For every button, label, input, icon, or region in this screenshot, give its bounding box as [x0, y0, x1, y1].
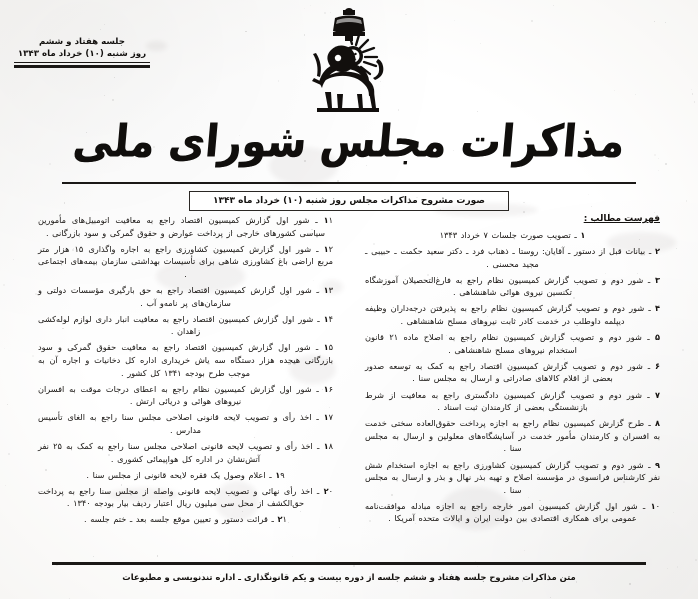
scan-speckle	[353, 565, 354, 566]
scan-speckle	[682, 349, 684, 351]
scan-speckle	[629, 583, 630, 584]
list-item[interactable]: ۱۷ ـ اخذ رأی و تصویب لایحه قانونی اصلاحی مجلس سنا راجع به الغای تأسیس مدارس .	[38, 412, 333, 435]
list-item[interactable]: ۱۴ ـ شور اول گزارش کمیسیون اقتصاد راجع به معافیت انبار داری لوازم لوله‌کشی زاهدان .	[38, 313, 333, 337]
list-item[interactable]: ۱۸ ـ اخذ رأی و تصویب لایحه قانونی اصلاحی مجلس سنا راجع به کمک به ۲۵ نفر آتش‌نشان در اداره کل هواپیمائی کشوری .	[38, 441, 333, 464]
list-item[interactable]: ۴ ـ شور دوم و تصویب گزارش کمیسیون نظام راجع به پذیرفتن درجه‌داران وظیفه دیپلمه داوطلب در خدمت کادر ثابت نیروهای مسلح شاهنشاهی .	[365, 303, 660, 327]
scan-speckle	[292, 556, 293, 557]
list-item[interactable]: ۲۱ ـ قرائت دستور و تعیین موقع جلسه بعد ـ ختم جلسه .	[84, 514, 287, 525]
list-item[interactable]: ۱۹ ـ اعلام وصول یک فقره لایحه قانونی از مجلس سنا .	[86, 469, 285, 480]
subtitle-box	[189, 191, 509, 211]
scan-speckle	[523, 211, 525, 213]
list-item[interactable]: ۱۶ ـ شور اول گزارش کمیسیون نظام راجع به اعطای درجات موقت به افسران نیروهای هوائی و دریائی ارتش .	[38, 383, 333, 407]
scan-speckle	[3, 284, 5, 286]
list-item[interactable]: ۱۲ ـ شور اول گزارش کمیسیون کشاورزی راجع به اجاره واگذاری ۱۵ هزار متر مربع اراضی باغ کشاورزی شاهی برای تأسیسات بهداشتی سازمان بیمه‌های اجتماعی .	[38, 243, 333, 279]
list-item[interactable]: ۵ ـ شور دوم و تصویب گزارش کمیسیون نظام راجع به اصلاح ماده ۲۱ قانون استخدام نیروهای مسلح شاهنشاهی .	[365, 332, 660, 355]
scan-speckle	[13, 259, 14, 260]
list-item[interactable]: ۱ ـ تصویب صورت جلسات ۷ خرداد ۱۳۴۳	[439, 230, 586, 240]
scan-speckle	[5, 485, 6, 486]
footer-divider	[52, 562, 646, 565]
title-divider	[62, 182, 636, 184]
session-info-block	[14, 36, 150, 68]
contents-column-left	[18, 214, 349, 554]
subtitle-text: صورت مشروح مذاکرات مجلس روز شنبه (۱۰) خرداد ماه ۱۳۴۳	[213, 196, 485, 206]
list-item[interactable]: ۱۱ ـ شور اول گزارش کمیسیون اقتصاد راجع به معافیت اتومبیل‌های مأمورین سیاسی کشورهای خارجی از پرداخت عوارض و حقوق گمرکی و سود بازرگانی .	[38, 215, 333, 238]
list-item[interactable]: ۱۵ ـ شور اول گزارش کمیسیون اقتصاد راجع به معافیت حقوق گمرکی و سود بازرگانی هیجده هزار دستگاه سه یاش خریداری اداره کل دخانیات و اجاره آن به موجب طرح بودجه ۱۳۴۱ کل کشور .	[38, 342, 333, 378]
lion-and-sun-emblem	[289, 8, 409, 120]
scan-speckle	[157, 555, 159, 557]
scan-speckle	[93, 556, 94, 557]
scan-speckle	[686, 200, 688, 202]
scan-speckle	[4, 348, 5, 349]
scan-speckle	[64, 202, 66, 204]
scan-speckle	[695, 559, 697, 561]
list-item[interactable]: ۷ ـ شور دوم و تصویب گزارش کمیسیون دادگستری راجع به معافیت از شرط بازنشستگی بعضی از کارمندان ثبت اسناد .	[365, 389, 660, 413]
list-item[interactable]: ۲۰ ـ اخذ رأی نهائی و تصویب لایحه قانونی واصله از مجلس سنا راجع به پرداخت حق‌الکشف از محل سی میلیون ریال اعتبار ردیف بیار بودجه ۱۳۴۰ .	[38, 485, 333, 509]
page-title-text: مذاکرات مجلس شورای ملی	[71, 116, 627, 168]
list-item[interactable]: ۳ ـ شور دوم و تصویب گزارش کمیسیون نظام راجع به فارغ‌التحصیلان آموزشگاه تکنسین نیروی هوائی شاهنشاهی .	[365, 274, 660, 298]
scan-speckle	[477, 566, 478, 567]
scan-speckle	[588, 194, 589, 195]
session-rule-thick	[14, 65, 150, 68]
scan-speckle	[591, 206, 592, 207]
list-item[interactable]: ۹ ـ شور دوم و تصویب گزارش کمیسیون کشاورزی راجع به اجازه استخدام شش نفر کارشناس فرانسوی در مؤسسه اصلاح و تهیه بذر نهال و بذر و ارسال به مجلس سنا .	[365, 459, 660, 495]
contents-heading: فهرست مطالب :	[583, 214, 660, 224]
scan-speckle	[7, 404, 8, 405]
session-number-line: جلسه هفتاد و ششم	[39, 37, 125, 47]
page-title	[0, 110, 698, 180]
contents-column-right	[349, 214, 680, 554]
session-date-line: روز شنبه (۱۰) خرداد ماه ۱۳۴۳	[17, 49, 147, 59]
scan-speckle	[550, 597, 551, 598]
scan-speckle	[8, 453, 10, 455]
scan-speckle	[677, 566, 678, 567]
footer-note: متن مذاکرات مشروح جلسه هفتاد و ششم جلسه از دوره بیست و یکم قانونگذاری ـ اداره تندنویسی و مطبوعات	[122, 572, 576, 582]
contents-area	[18, 214, 680, 554]
list-item[interactable]: ۲ ـ بیانات قبل از دستور ـ آقایان: روستا ـ ذهناب فرد ـ دکتر سعید حکمت ـ حبیبی ـ مجید محسنی .	[365, 246, 660, 269]
session-rule-thin	[14, 62, 150, 63]
list-item[interactable]: ۱۰ ـ شور اول گزارش کمیسیون امور خارجه راجع به اجازه مبادله موافقت‌نامه عمومی برای همکاری اقتصادی بین دولت ایران و ایالات متحده آمریکا .	[365, 500, 660, 524]
list-item[interactable]: ۱۳ ـ شور اول گزارش کمیسیون اقتصاد راجع به حق بارگیری مؤسسات دولتی و سازمان‌های پر نامه‌و آب .	[38, 284, 333, 308]
list-item[interactable]: ۸ ـ طرح گزارش کمیسیون نظام راجع به اجازه پرداخت حقوق‌العاده سختی خدمت به افسران و کارمندان مأمور خدمت در آسایشگاه‌های معلولین و ارسال به مجلس سنا .	[365, 418, 660, 454]
scan-speckle	[523, 202, 525, 204]
masthead	[0, 0, 698, 190]
list-item[interactable]: ۶ ـ شور دوم و تصویب گزارش کمیسیون اقتصاد راجع به کمک به توسعه صدور بعضی از اقلام کالاهای صادراتی و ارسال به مجلس سنا .	[365, 360, 660, 384]
scan-speckle	[667, 568, 668, 569]
